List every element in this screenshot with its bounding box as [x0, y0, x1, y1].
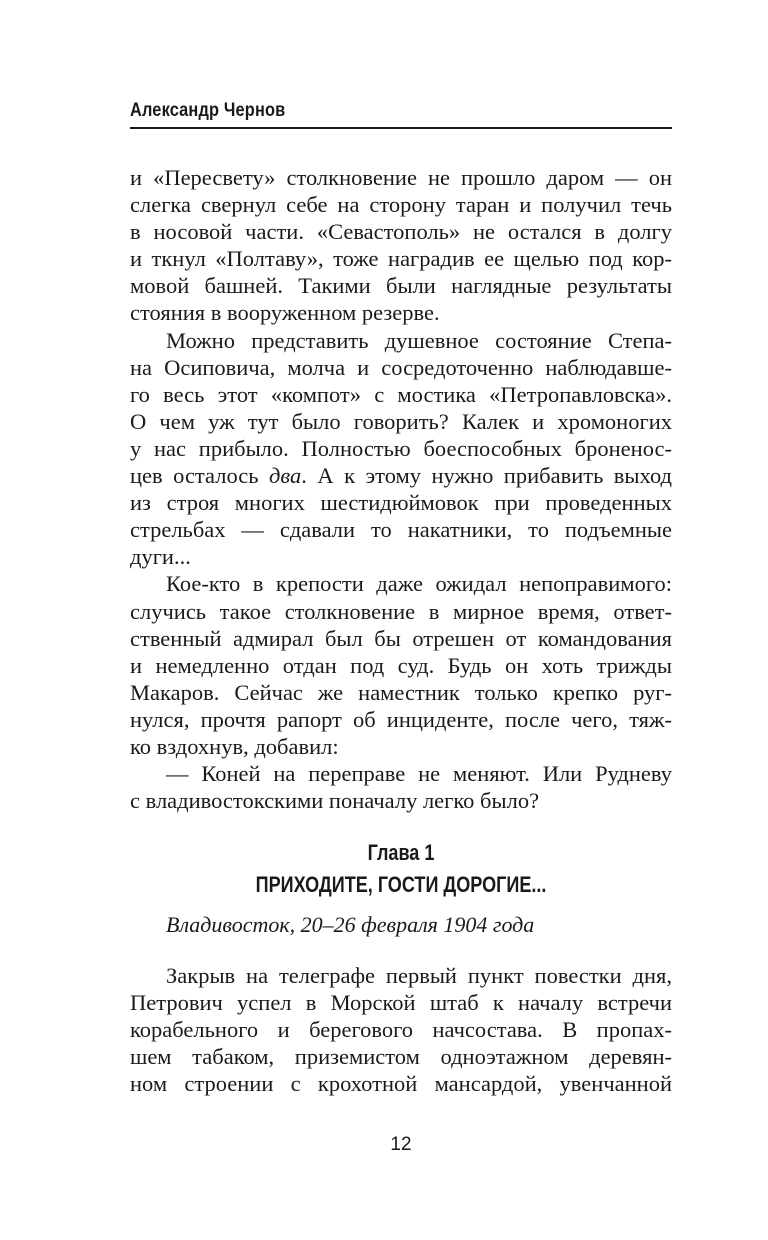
text-line: у нас прибыло. Полностью боеспособных броненос-	[130, 435, 672, 461]
text-line: Кое-кто в крепости даже ожидал непоправимого:	[166, 571, 672, 597]
text-line: го весь этот «компот» с мостика «Петропавловска».	[130, 381, 672, 407]
text-line: и ткнул «Полтаву», тоже наградив ее щелью под кор-	[130, 246, 672, 272]
text-line: корабельного и берегового начсостава. В пропах-	[130, 1017, 672, 1043]
text-line: дуги...	[130, 544, 191, 570]
text-run: цев осталось	[130, 463, 269, 489]
text-line: Петрович успел в Морской штаб к началу встречи	[130, 990, 672, 1016]
text-line: шем табаком, приземистом одноэтажном деревян-	[130, 1044, 672, 1070]
text-line: случись такое столкновение в мирное время, ответ-	[130, 598, 672, 624]
text-line: ственный адмирал был бы отрешен от командования	[130, 625, 672, 651]
text-line: Закрыв на телеграфе первый пункт повестки дня,	[166, 963, 672, 988]
text-run: . А к этому нужно прибавить выход	[301, 463, 672, 489]
text-line: из строя многих шестидюймовок при проведенных	[130, 490, 672, 516]
text-line: на Осиповича, молча и сосредоточенно наблюдавше-	[130, 354, 672, 380]
text-line: и немедленно отдан под суд. Будь он хоть трижды	[130, 652, 672, 678]
text-line: ном строении с крохотной мансардой, увенчанной	[130, 1071, 672, 1097]
text-line: слегка свернул себе на сторону таран и получил течь	[130, 192, 672, 218]
text-line: — Коней на переправе не меняют. Или Рудневу	[166, 761, 672, 787]
italic-word: два	[269, 463, 302, 489]
running-head-author: Александр Чернов	[130, 100, 286, 121]
text-line: и «Пересвету» столкновение не прошло даром — он	[130, 165, 672, 190]
chapter-title: ПРИХОДИТЕ, ГОСТИ ДОРОГИЕ...	[255, 872, 547, 897]
chapter-number: Глава 1	[367, 840, 435, 865]
text-line-with-italic	[130, 462, 672, 489]
header-rule	[130, 127, 672, 129]
text-line: в носовой части. «Севастополь» не остался в долгу	[130, 219, 672, 245]
chapter-epigraph: Владивосток, 20–26 февраля 1904 года	[166, 912, 535, 937]
text-line: стрельбах — сдавали то накатники, то подъемные	[130, 517, 672, 543]
text-line: О чем уж тут было говорить? Калек и хромоногих	[130, 408, 672, 434]
text-line: ко вздохнув, добавил:	[130, 733, 339, 759]
text-line: стояния в вооруженном резерве.	[130, 300, 440, 326]
page-number: 12	[390, 1134, 412, 1155]
text-line: с владивостокскими поначалу легко было?	[130, 788, 540, 814]
text-line: нулся, прочтя рапорт об инциденте, после чего, тяж-	[130, 706, 672, 732]
text-block-top	[130, 164, 672, 814]
text-line: Можно представить душевное состояние Степа-	[166, 327, 672, 353]
text-line: Макаров. Сейчас же наместник только крепко руг-	[130, 679, 672, 705]
text-block-bottom	[130, 962, 672, 1097]
text-line: мовой башней. Такими были наглядные результаты	[130, 273, 672, 299]
